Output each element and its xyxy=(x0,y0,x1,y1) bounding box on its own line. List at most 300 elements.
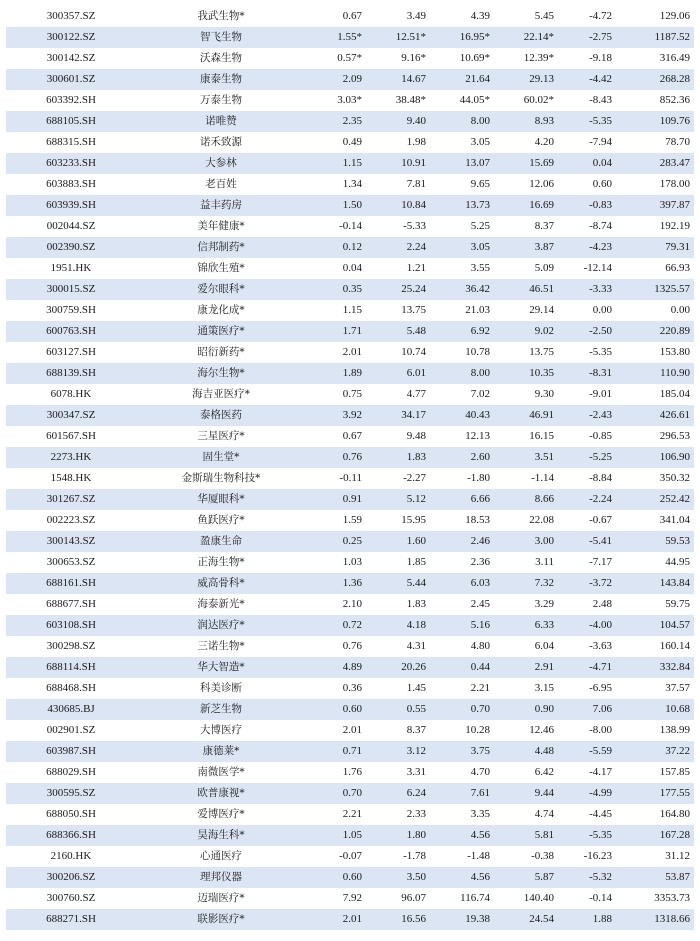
value-col-5: 6.92 xyxy=(430,321,494,342)
table-row xyxy=(6,153,694,174)
value-col-6: 46.91 xyxy=(494,405,558,426)
value-col-4: 5.44 xyxy=(366,573,430,594)
value-col-4: 25.24 xyxy=(366,279,430,300)
value-col-6: 13.75 xyxy=(529,346,554,358)
value-col-5: 21.64 xyxy=(430,69,494,90)
company-name: 润达医疗* xyxy=(136,615,306,636)
company-name: 欧普康视* xyxy=(136,783,306,804)
value-col-6: 6.04 xyxy=(534,640,554,652)
value-col-5: 116.74 xyxy=(460,892,490,904)
value-col-4: 1.83 xyxy=(406,598,426,610)
company-name: 昭衍新药* xyxy=(197,346,245,358)
value-col-6: 3.51 xyxy=(494,447,558,468)
value-col-4: 2.24 xyxy=(366,237,430,258)
value-col-3: 0.75 xyxy=(342,388,362,400)
stock-code: 300298.SZ xyxy=(46,640,96,652)
value-col-5: 12.13 xyxy=(465,430,490,442)
value-col-3: 4.89 xyxy=(306,657,366,678)
stock-code: 300759.SH xyxy=(46,304,96,316)
value-col-5: 0.44 xyxy=(430,657,494,678)
value-col-4: 6.24 xyxy=(366,783,430,804)
value-col-6: 24.54 xyxy=(494,909,558,930)
value-col-6: 8.37 xyxy=(534,220,554,232)
value-col-3: 1.50 xyxy=(306,195,366,216)
value-col-3: 0.67 xyxy=(342,430,362,442)
table-row xyxy=(6,615,694,636)
value-col-5: 0.70 xyxy=(430,699,494,720)
value-col-4: 1.21 xyxy=(406,262,426,274)
value-col-5: 18.53 xyxy=(465,514,490,526)
value-col-6: 8.93 xyxy=(494,111,558,132)
value-col-3: 1.89 xyxy=(306,363,366,384)
value-col-4: 3.50 xyxy=(366,867,430,888)
value-col-5: 3.05 xyxy=(430,237,494,258)
value-col-4: 14.67 xyxy=(366,69,430,90)
value-col-7: -5.35 xyxy=(558,825,616,846)
value-col-4: 96.07 xyxy=(401,892,426,904)
value-col-5: 21.03 xyxy=(465,304,490,316)
value-col-6: 7.32 xyxy=(494,573,558,594)
value-col-7: -2.75 xyxy=(558,27,616,48)
value-col-5: 7.02 xyxy=(470,388,490,400)
table-row xyxy=(6,552,694,573)
value-col-3: 1.59 xyxy=(342,514,362,526)
value-col-7: -7.17 xyxy=(589,556,612,568)
table-row xyxy=(6,888,694,909)
value-col-8: 59.75 xyxy=(665,598,690,610)
value-col-5: 2.46 xyxy=(430,531,494,552)
table-row xyxy=(6,384,694,405)
value-col-4: 4.18 xyxy=(366,615,430,636)
value-col-7: -4.17 xyxy=(589,766,612,778)
table-row xyxy=(6,909,694,930)
value-col-8: 143.84 xyxy=(616,573,694,594)
value-col-3: 0.04 xyxy=(342,262,362,274)
company-name: 金斯瑞生物科技* xyxy=(181,472,261,484)
company-name: 康德莱* xyxy=(136,741,306,762)
value-col-3: 1.36 xyxy=(306,573,366,594)
table-row xyxy=(6,342,694,363)
stock-code: 603127.SH xyxy=(46,346,96,358)
value-col-6: 140.40 xyxy=(523,892,554,904)
value-col-5: 5.25 xyxy=(470,220,490,232)
company-name: 盈康生命 xyxy=(136,531,306,552)
stock-code: 600763.SH xyxy=(6,321,136,342)
value-col-4: -5.33 xyxy=(403,220,426,232)
value-col-4: 10.74 xyxy=(401,346,426,358)
company-name: 老百姓 xyxy=(205,178,237,190)
value-col-4: 12.51* xyxy=(366,27,430,48)
value-col-8: 164.80 xyxy=(659,808,690,820)
value-col-7: -7.94 xyxy=(589,136,612,148)
value-col-8: 296.53 xyxy=(659,430,690,442)
stock-code: 002901.SZ xyxy=(46,724,96,736)
value-col-4: 34.17 xyxy=(366,405,430,426)
value-col-5: 36.42 xyxy=(430,279,494,300)
value-col-6: 3.29 xyxy=(534,598,554,610)
value-col-3: 1.15 xyxy=(342,304,362,316)
value-col-7: -8.43 xyxy=(589,94,612,106)
company-name: 康泰生物 xyxy=(136,69,306,90)
stock-valuation-table xyxy=(6,6,694,930)
value-col-6: 8.66 xyxy=(494,489,558,510)
value-col-4: -1.78 xyxy=(403,850,426,862)
table-row xyxy=(6,279,694,300)
value-col-6: 9.30 xyxy=(534,388,554,400)
value-col-7: -8.84 xyxy=(589,472,612,484)
table-row xyxy=(6,741,694,762)
value-col-5: 19.38 xyxy=(430,909,494,930)
value-col-4: 9.16* xyxy=(401,52,426,64)
value-col-6: 29.14 xyxy=(529,304,554,316)
company-name: 诺禾致源 xyxy=(200,136,242,148)
table-row xyxy=(6,510,694,531)
value-col-4: 4.31 xyxy=(406,640,426,652)
table-row xyxy=(6,489,694,510)
value-col-6: 6.42 xyxy=(534,766,554,778)
company-name: 海吉亚医疗* xyxy=(192,388,250,400)
table-row xyxy=(6,699,694,720)
value-col-3: 2.35 xyxy=(306,111,366,132)
value-col-5: 7.61 xyxy=(430,783,494,804)
value-col-5: 8.00 xyxy=(430,111,494,132)
value-col-3: 0.72 xyxy=(306,615,366,636)
value-col-8: 37.57 xyxy=(665,682,690,694)
company-name: 三星医疗* xyxy=(197,430,245,442)
value-col-6: 4.20 xyxy=(534,136,554,148)
company-name: 华大智造* xyxy=(136,657,306,678)
value-col-4: 6.01 xyxy=(366,363,430,384)
company-name: 泰格医药 xyxy=(136,405,306,426)
table-body xyxy=(6,6,694,930)
value-col-4: 3.31 xyxy=(406,766,426,778)
value-col-4: 0.55 xyxy=(366,699,430,720)
value-col-4: 16.56 xyxy=(366,909,430,930)
value-col-3: 0.76 xyxy=(342,640,362,652)
table-row xyxy=(6,636,694,657)
value-col-8: 153.80 xyxy=(659,346,690,358)
value-col-7: -5.41 xyxy=(558,531,616,552)
value-col-8: 220.89 xyxy=(616,321,694,342)
company-name: 通策医疗* xyxy=(136,321,306,342)
value-col-3: 2.01 xyxy=(342,346,362,358)
value-col-6: 22.14* xyxy=(494,27,558,48)
value-col-8: 78.70 xyxy=(665,136,690,148)
value-col-7: -0.67 xyxy=(589,514,612,526)
table-row xyxy=(6,27,694,48)
stock-code: 301267.SZ xyxy=(6,489,136,510)
company-name: 大博医疗 xyxy=(200,724,242,736)
stock-code: 603233.SH xyxy=(6,153,136,174)
value-col-7: -5.35 xyxy=(589,346,612,358)
value-col-7: -8.74 xyxy=(589,220,612,232)
stock-code: 300347.SZ xyxy=(6,405,136,426)
value-col-3: 1.05 xyxy=(306,825,366,846)
value-col-3: 0.36 xyxy=(342,682,362,694)
value-col-6: 6.33 xyxy=(494,615,558,636)
company-name: 爱博医疗* xyxy=(197,808,245,820)
value-col-3: 0.49 xyxy=(342,136,362,148)
company-name: 心通医疗 xyxy=(200,850,242,862)
table-row xyxy=(6,783,694,804)
value-col-8: 426.61 xyxy=(616,405,694,426)
value-col-6: 4.74 xyxy=(534,808,554,820)
value-col-7: 2.48 xyxy=(592,598,612,610)
company-name: 信邦制药* xyxy=(136,237,306,258)
stock-code: 300653.SZ xyxy=(46,556,96,568)
table-row xyxy=(6,321,694,342)
value-col-3: 0.71 xyxy=(306,741,366,762)
table-row xyxy=(6,363,694,384)
stock-code: 002223.SZ xyxy=(46,514,96,526)
company-name: 康龙化成* xyxy=(197,304,245,316)
value-col-8: 1187.52 xyxy=(616,27,694,48)
value-col-4: 8.37 xyxy=(406,724,426,736)
value-col-7: -8.00 xyxy=(589,724,612,736)
value-col-7: 7.06 xyxy=(558,699,616,720)
company-name: 益丰药房 xyxy=(136,195,306,216)
value-col-3: 2.10 xyxy=(342,598,362,610)
value-col-6: 3.15 xyxy=(534,682,554,694)
value-col-7: -5.25 xyxy=(558,447,616,468)
value-col-8: 350.32 xyxy=(659,472,690,484)
value-col-7: -5.32 xyxy=(558,867,616,888)
value-col-7: -6.95 xyxy=(589,682,612,694)
stock-code: 1951.HK xyxy=(50,262,92,274)
value-col-3: 0.12 xyxy=(306,237,366,258)
stock-code: 603939.SH xyxy=(6,195,136,216)
value-col-5: 40.43 xyxy=(430,405,494,426)
value-col-6: 3.11 xyxy=(535,556,554,568)
value-col-6: 10.35 xyxy=(494,363,558,384)
value-col-3: 0.60 xyxy=(306,699,366,720)
table-row xyxy=(6,867,694,888)
stock-code: 688271.SH xyxy=(6,909,136,930)
table-row xyxy=(6,447,694,468)
table-row xyxy=(6,195,694,216)
value-col-7: -2.24 xyxy=(558,489,616,510)
value-col-8: 110.90 xyxy=(616,363,694,384)
value-col-7: -4.99 xyxy=(558,783,616,804)
value-col-5: 3.35 xyxy=(470,808,490,820)
value-col-5: 5.16 xyxy=(430,615,494,636)
table-row xyxy=(6,174,694,195)
value-col-4: 1.80 xyxy=(366,825,430,846)
table-row xyxy=(6,48,694,69)
value-col-8: 1318.66 xyxy=(616,909,694,930)
value-col-8: 138.99 xyxy=(659,724,690,736)
value-col-8: 44.95 xyxy=(665,556,690,568)
value-col-3: 1.55* xyxy=(306,27,366,48)
company-name: 鱼跃医疗* xyxy=(197,514,245,526)
value-col-4: 3.49 xyxy=(406,10,426,22)
value-col-7: -5.35 xyxy=(558,111,616,132)
stock-code: 688139.SH xyxy=(6,363,136,384)
stock-code: 300143.SZ xyxy=(6,531,136,552)
value-col-6: 16.15 xyxy=(529,430,554,442)
value-col-6: 5.45 xyxy=(534,10,554,22)
value-col-5: 13.07 xyxy=(430,153,494,174)
value-col-6: 12.06 xyxy=(529,178,554,190)
company-name: 锦欣生殖* xyxy=(197,262,245,274)
company-name: 理邦仪器 xyxy=(136,867,306,888)
company-name: 爱尔眼科* xyxy=(136,279,306,300)
table-row xyxy=(6,573,694,594)
company-name: 联影医疗* xyxy=(136,909,306,930)
value-col-3: 2.21 xyxy=(342,808,362,820)
company-name: 新芝生物 xyxy=(136,699,306,720)
value-col-7: 0.60 xyxy=(592,178,612,190)
value-col-6: 2.91 xyxy=(494,657,558,678)
value-col-3: 1.76 xyxy=(342,766,362,778)
value-col-5: 2.60 xyxy=(430,447,494,468)
company-name: 诺唯赞 xyxy=(136,111,306,132)
company-name: 威高骨科* xyxy=(136,573,306,594)
value-col-4: 3.12 xyxy=(366,741,430,762)
table-row xyxy=(6,846,694,867)
value-col-8: 10.68 xyxy=(616,699,694,720)
value-col-6: 29.13 xyxy=(494,69,558,90)
value-col-7: 0.00 xyxy=(592,304,612,316)
company-name: 我武生物* xyxy=(197,10,245,22)
value-col-4: 7.81 xyxy=(406,178,426,190)
company-name: 海尔生物* xyxy=(136,363,306,384)
company-name: 华厦眼科* xyxy=(136,489,306,510)
value-col-8: 3353.73 xyxy=(654,892,690,904)
value-col-8: 37.22 xyxy=(616,741,694,762)
value-col-4: 13.75 xyxy=(401,304,426,316)
value-col-5: 3.05 xyxy=(470,136,490,148)
stock-code: 1548.HK xyxy=(50,472,92,484)
value-col-4: 1.85 xyxy=(406,556,426,568)
value-col-4: 5.12 xyxy=(366,489,430,510)
table-row xyxy=(6,69,694,90)
table-row xyxy=(6,426,694,447)
value-col-4: 1.83 xyxy=(366,447,430,468)
value-col-4: 20.26 xyxy=(366,657,430,678)
company-name: 大参林 xyxy=(136,153,306,174)
value-col-5: 8.00 xyxy=(430,363,494,384)
value-col-4: 5.48 xyxy=(366,321,430,342)
value-col-7: -3.72 xyxy=(558,573,616,594)
stock-code: 688315.SH xyxy=(46,136,96,148)
value-col-8: 341.04 xyxy=(659,514,690,526)
value-col-5: 9.65 xyxy=(470,178,490,190)
stock-code: 688677.SH xyxy=(46,598,96,610)
value-col-6: 0.90 xyxy=(494,699,558,720)
value-col-6: 3.00 xyxy=(494,531,558,552)
stock-code: 300357.SZ xyxy=(46,10,96,22)
value-col-5: 2.45 xyxy=(470,598,490,610)
table-row xyxy=(6,804,694,825)
value-col-8: 157.85 xyxy=(659,766,690,778)
value-col-8: 109.76 xyxy=(616,111,694,132)
stock-code: 601567.SH xyxy=(46,430,96,442)
table-row xyxy=(6,216,694,237)
value-col-3: 1.34 xyxy=(342,178,362,190)
table-row xyxy=(6,594,694,615)
stock-code: 6078.HK xyxy=(50,388,92,400)
value-col-5: 13.73 xyxy=(430,195,494,216)
value-col-3: 3.03* xyxy=(337,94,362,106)
value-col-3: -0.11 xyxy=(339,472,362,484)
value-col-3: 2.01 xyxy=(306,909,366,930)
value-col-8: 59.53 xyxy=(616,531,694,552)
value-col-6: 12.39* xyxy=(523,52,554,64)
value-col-7: 1.88 xyxy=(558,909,616,930)
value-col-6: 60.02* xyxy=(523,94,554,106)
value-col-3: 0.76 xyxy=(306,447,366,468)
value-col-6: 22.08 xyxy=(529,514,554,526)
value-col-8: 106.90 xyxy=(616,447,694,468)
value-col-4: -2.27 xyxy=(403,472,426,484)
value-col-3: -0.14 xyxy=(339,220,362,232)
value-col-8: 129.06 xyxy=(659,10,690,22)
stock-code: 688114.SH xyxy=(6,657,136,678)
stock-code: 688050.SH xyxy=(46,808,96,820)
value-col-3: 1.03 xyxy=(342,556,362,568)
stock-code: 300015.SZ xyxy=(6,279,136,300)
value-col-6: -0.38 xyxy=(531,850,554,862)
value-col-5: 4.56 xyxy=(430,825,494,846)
table-row xyxy=(6,825,694,846)
value-col-7: -5.59 xyxy=(558,741,616,762)
stock-code: 002390.SZ xyxy=(6,237,136,258)
stock-code: 688366.SH xyxy=(6,825,136,846)
value-col-5: 10.28 xyxy=(465,724,490,736)
company-name: 科美诊断 xyxy=(200,682,242,694)
value-col-7: -4.71 xyxy=(558,657,616,678)
value-col-8: 104.57 xyxy=(616,615,694,636)
stock-code: 2160.HK xyxy=(50,850,92,862)
value-col-7: -4.23 xyxy=(558,237,616,258)
value-col-7: -12.14 xyxy=(583,262,612,274)
value-col-3: 2.09 xyxy=(306,69,366,90)
stock-code: 688105.SH xyxy=(6,111,136,132)
value-col-6: 15.69 xyxy=(494,153,558,174)
value-col-8: 397.87 xyxy=(616,195,694,216)
value-col-6: 16.69 xyxy=(494,195,558,216)
value-col-3: -0.07 xyxy=(339,850,362,862)
value-col-8: 185.04 xyxy=(659,388,690,400)
stock-code: 688161.SH xyxy=(6,573,136,594)
company-name: 海泰新光* xyxy=(197,598,245,610)
value-col-5: 6.66 xyxy=(430,489,494,510)
value-col-4: 9.40 xyxy=(366,111,430,132)
value-col-3: 0.67 xyxy=(342,10,362,22)
company-name: 固生堂* xyxy=(136,447,306,468)
value-col-7: -3.33 xyxy=(558,279,616,300)
value-col-8: 167.28 xyxy=(616,825,694,846)
value-col-7: -8.31 xyxy=(558,363,616,384)
table-row xyxy=(6,762,694,783)
value-col-3: 0.35 xyxy=(306,279,366,300)
value-col-8: 268.28 xyxy=(616,69,694,90)
stock-code: 300122.SZ xyxy=(6,27,136,48)
value-col-7: -9.18 xyxy=(589,52,612,64)
value-col-8: 283.47 xyxy=(616,153,694,174)
company-name: 美年健康* xyxy=(197,220,245,232)
stock-code: 002044.SZ xyxy=(46,220,96,232)
table-row xyxy=(6,90,694,111)
stock-code: 688029.SH xyxy=(46,766,96,778)
value-col-7: -4.00 xyxy=(558,615,616,636)
value-col-3: 0.91 xyxy=(306,489,366,510)
company-name: 三诺生物* xyxy=(197,640,245,652)
value-col-8: 79.31 xyxy=(616,237,694,258)
value-col-7: -16.23 xyxy=(583,850,612,862)
stock-code: 603108.SH xyxy=(6,615,136,636)
